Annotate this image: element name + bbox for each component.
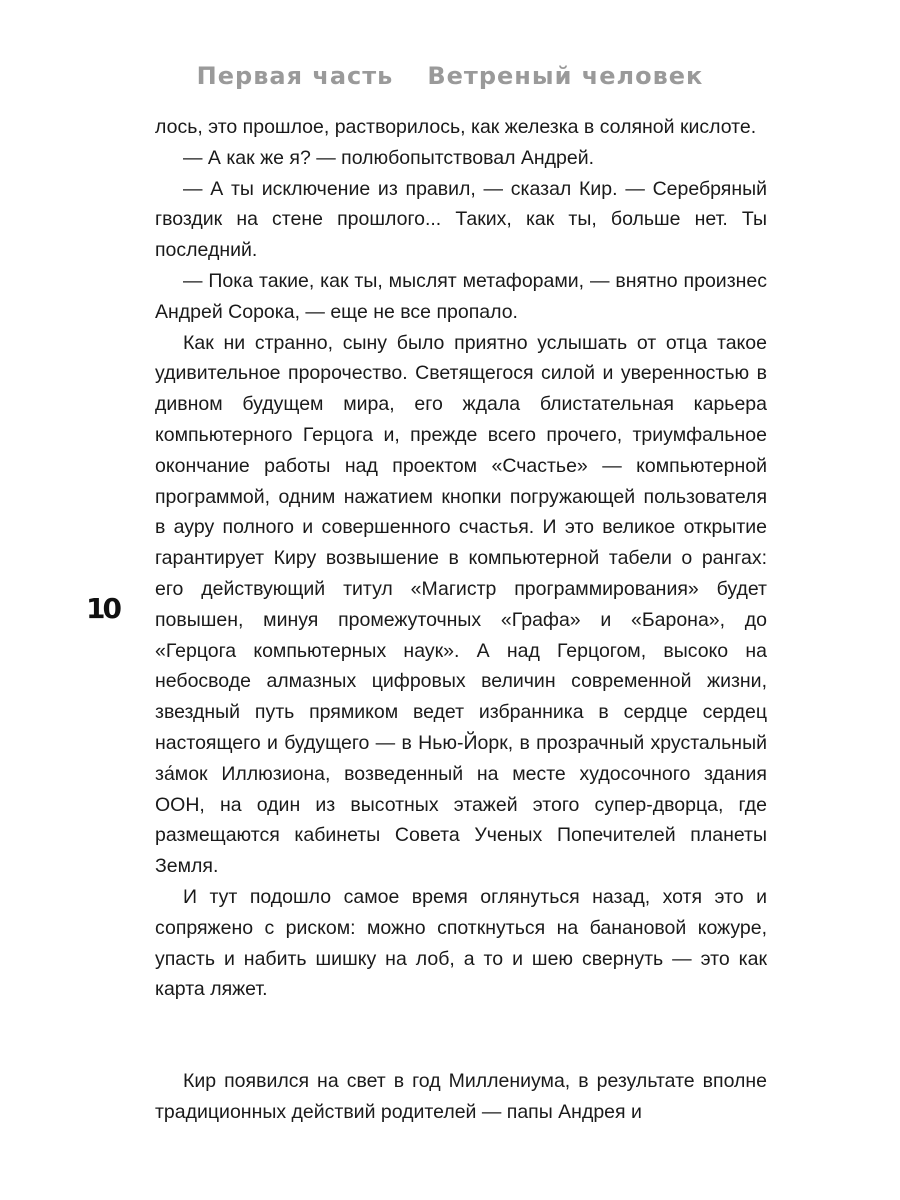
dialogue-line: — А как же я? — полюбопытствовал Андрей. (183, 146, 595, 169)
header-title: Ветреный человек (427, 62, 704, 90)
paragraph: Как ни странно, сыну было приятно услышать от отца такое удивительное пророчество. Светящегося силой и уверенностью в дивном будущем мира, его ждала блистательная карьера компьютерного Герцога и, прежде всего прочего, триумфальное окончание работы над проектом «Счастье» — компьютерной программой, одним нажатием кнопки погружающей пользователя в ауру полного и совершенного счастья. И это великое открытие гарантирует Киру возвышение в компьютерной табели о рангах: его действующий титул «Магистр программирования» будет повышен, минуя промежуточных «Графа» и «Барона», до «Герцога компьютерных наук». А над Герцогом, высоко на небосводе алмазных цифровых величин современной жизни, звездный путь прямиком ведет избранника в сердце сердец настоящего и будущего — в Нью-Йорк, в прозрачный хрустальный за́мок Иллюзиона, возведенный на месте худосочного здания ООН, на один из высотных этажей этого супер-дворца, где размещаются кабинеты Совета Ученых Попечителей планеты Земля. (155, 331, 767, 878)
running-header (0, 62, 900, 90)
paragraph-continuation: лось, это прошлое, растворилось, как железка в соляной кислоте. (155, 116, 757, 138)
paragraph: И тут подошло самое время оглянуться назад, хотя это и сопряжено с риском: можно споткнуться на банановой кожуре, упасть и набить шишку на лоб, а то и шею свернуть — это как карта ляжет. (155, 885, 767, 1001)
text-body (155, 112, 767, 1128)
dialogue-line: — Пока такие, как ты, мыслят метафорами, — внятно произнес Андрей Сорока, — еще не все пропало. (155, 269, 767, 323)
page-number: 10 (86, 592, 119, 625)
paragraph-section-start: Кир появился на свет в год Миллениума, в результате вполне традиционных действий родителей — папы Андрея и (155, 1070, 767, 1123)
dialogue-line: — А ты исключение из правил, — сказал Кир. — Серебряный гвоздик на стене прошлого... Таких, как ты, больше нет. Ты последний. (155, 177, 767, 262)
header-part: Первая часть (196, 62, 394, 90)
